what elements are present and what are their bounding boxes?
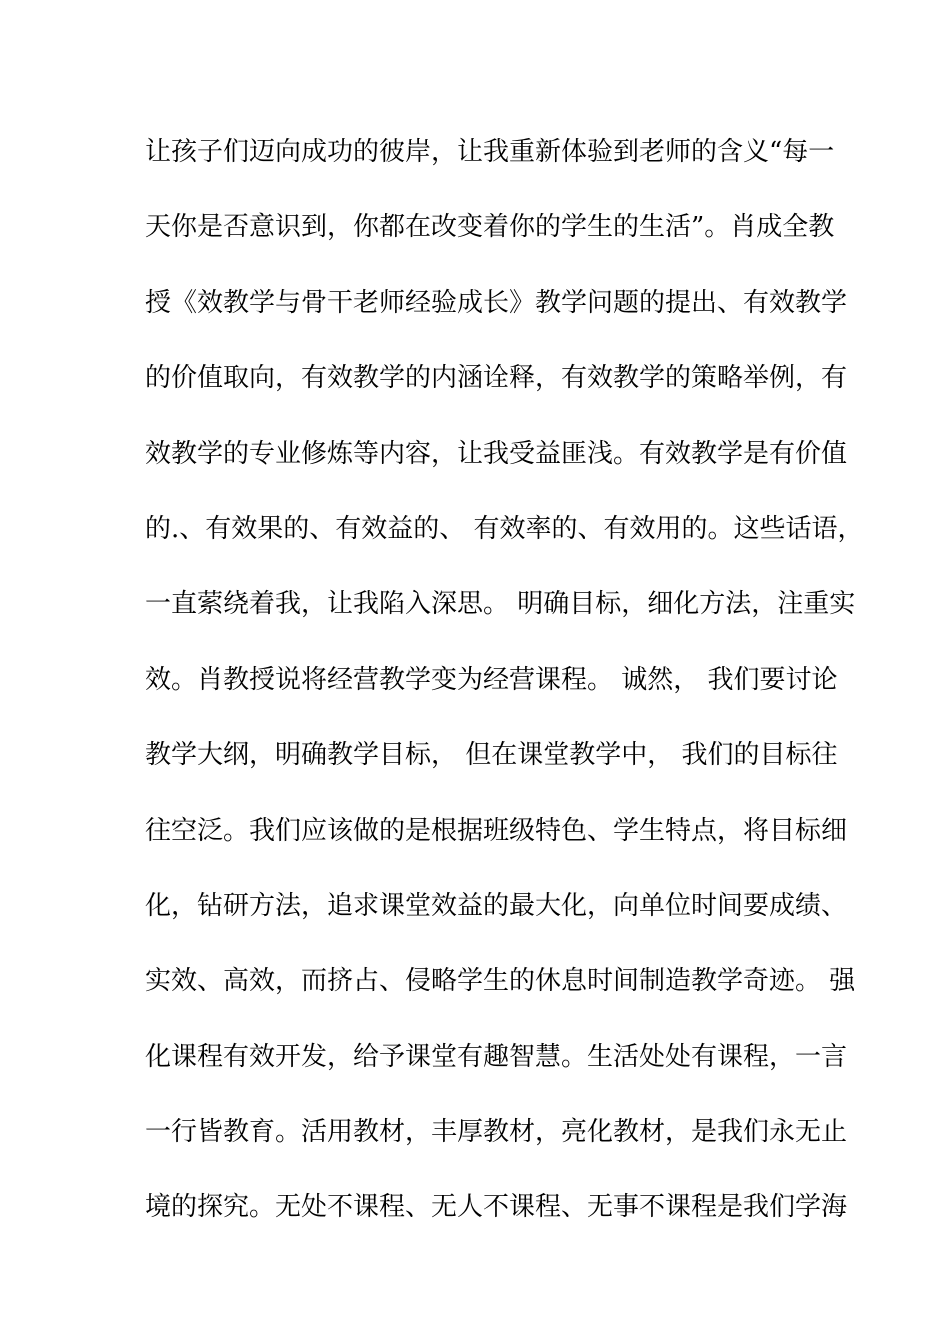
text-line: 授《效教学与骨干老师经验成长》教学问题的提出、有效教学 <box>145 287 848 318</box>
text-line: 实效、高效，而挤占、侵略学生的休息时间制造教学奇迹。 强 <box>145 966 856 997</box>
text-line: 化课程有效开发，给予课堂有趣智慧。生活处处有课程，一言 <box>145 1041 848 1072</box>
text-line: 的价值取向，有效教学的内涵诠释，有效教学的策略举例，有 <box>145 363 848 394</box>
body-text <box>145 124 864 1255</box>
text-line: 一直萦绕着我，让我陷入深思。 明确目标，细化方法，注重实 <box>145 589 856 620</box>
text-line: 往空泛。我们应该做的是根据班级特色、学生特点，将目标细 <box>145 815 848 846</box>
text-line: 境的探究。无处不课程、无人不课程、无事不课程是我们学海 <box>145 1192 848 1223</box>
text-line: 天你是否意识到，你都在改变着你的学生的生活”。肖成全教 <box>145 212 835 243</box>
text-line: 的.、有效果的、有效益的、 有效率的、有效用的。这些话语， <box>145 513 864 544</box>
text-line: 一行皆教育。活用教材，丰厚教材，亮化教材，是我们永无止 <box>145 1117 848 1148</box>
text-line: 让孩子们迈向成功的彼岸，让我重新体验到老师的含义“每一 <box>145 137 835 167</box>
text-line: 教学大纲，明确教学目标， 但在课堂教学中， 我们的目标往 <box>145 740 838 771</box>
text-line: 化，钻研方法，追求课堂效益的最大化，向单位时间要成绩、 <box>145 890 848 921</box>
text-line: 效。肖教授说将经营教学变为经营课程。 诚然， 我们要讨论 <box>145 664 838 695</box>
text-line: 效教学的专业修炼等内容，让我受益匪浅。有效教学是有价值 <box>145 438 848 469</box>
